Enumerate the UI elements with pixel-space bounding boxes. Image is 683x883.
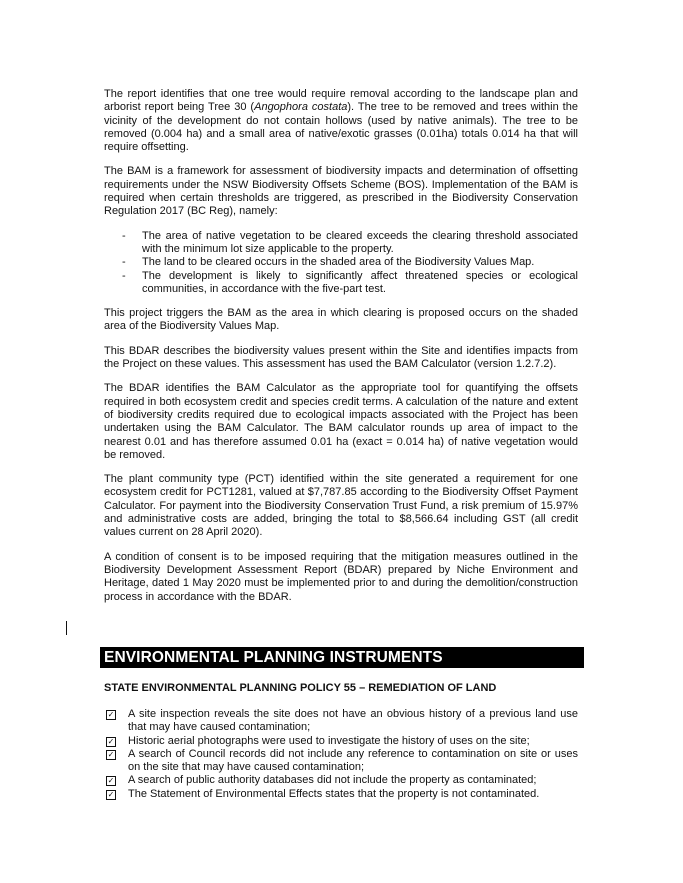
- paragraph-bam-framework: The BAM is a framework for assessment of biodiversity impacts and determination of offsetting requirements under the NSW Biodiversity Offsets Scheme (BOS). Implementation of the BAM is required when certain thresholds are triggered, as prescribed in the Biodiversity Conservation Regulation 2017 (BC Reg), namely:: [104, 165, 578, 218]
- list-item: [104, 270, 578, 297]
- list-item-text: The land to be cleared occurs in the shaded area of the Biodiversity Values Map.: [142, 256, 535, 269]
- checklist: [104, 708, 578, 801]
- checked-box-icon: [106, 776, 116, 786]
- checklist-item-text: A search of Council records did not include any reference to contamination on site or uses on the site that may have caused contamination;: [128, 747, 578, 774]
- list-item-text: The development is likely to significantly affect threatened species or ecological communities, in accordance with the five-part test.: [142, 269, 578, 295]
- checklist-item: [104, 735, 578, 748]
- paragraph-text: ). The tree to be removed and trees within the vicinity of the development do not contain hollows (used by native animals). The tree to be removed (0.004 ha) and a small area of native/exotic grasses (0.01ha) totals 0.014 ha that will require offsetting.: [104, 101, 578, 154]
- checked-box-icon: [106, 790, 116, 800]
- list-item: [104, 230, 578, 257]
- paragraph-bam-trigger: This project triggers the BAM as the area in which clearing is proposed occurs on the shaded area of the Biodiversity Values Map.: [104, 307, 578, 333]
- threshold-list: [104, 230, 578, 296]
- list-item: [104, 256, 578, 269]
- body-text: [104, 88, 578, 615]
- checklist-item: [104, 748, 578, 775]
- checklist-item-text: The Statement of Environmental Effects states that the property is not contaminated.: [128, 787, 540, 800]
- subsection-heading: STATE ENVIRONMENTAL PLANNING POLICY 55 – REMEDIATION OF LAND: [104, 682, 497, 694]
- paragraph-bdar-description: This BDAR describes the biodiversity values present within the Site and identifies impacts from the Project on these values. This assessment has used the BAM Calculator (version 1.2.7.2).: [104, 344, 578, 371]
- species-name: Angophora costata: [254, 101, 348, 114]
- dash-bullet: -: [122, 256, 126, 269]
- checklist-item-text: Historic aerial photographs were used to investigate the history of uses on the site;: [128, 734, 530, 747]
- paragraph-credit-value: The plant community type (PCT) identified within the site generated a requirement for one ecosystem credit for PCT1281, valued at $7,787.85 according to the Biodiversity Offset Payment Calculator. For payment into the Biodiversity Conservation Trust Fund, a risk premium of 15.97% and administrative costs are added, bringing the total to $8,566.64 including GST (all credit values current on 28 April 2020).: [104, 473, 578, 539]
- paragraph-consent-condition: A condition of consent is to be imposed requiring that the mitigation measures outlined in the Biodiversity Development Assessment Report (BDAR) prepared by Niche Environment and Heritage, dated 1 May 2020 must be implemented prior to and during the demolition/construction process in accordance with the BDAR.: [104, 550, 578, 603]
- checklist-item-text: A search of public authority databases did not include the property as contaminated;: [128, 774, 537, 787]
- paragraph-bam-calculator: The BDAR identifies the BAM Calculator as the appropriate tool for quantifying the offsets required in both ecosystem credit and species credit terms. A calculation of the nature and extent of biodiversity credits required due to ecological impacts associated with the Project has been undertaken using the BAM Calculator. The BAM calculator rounds up area of impact to the nearest 0.01 and has therefore assumed 0.01 ha (exact = 0.014 ha) of native vegetation would be removed.: [104, 382, 578, 461]
- paragraph-tree-removal: [104, 88, 578, 154]
- checklist-item: [104, 788, 578, 801]
- dash-bullet: -: [122, 229, 126, 242]
- dash-bullet: -: [122, 269, 126, 282]
- checked-box-icon: [106, 737, 116, 747]
- revision-bar: [66, 621, 67, 635]
- checked-box-icon: [106, 710, 116, 720]
- section-heading: ENVIRONMENTAL PLANNING INSTRUMENTS: [100, 647, 584, 668]
- checklist-item-text: A site inspection reveals the site does not have an obvious history of a previous land use that may have caused contamination;: [128, 708, 578, 734]
- checklist-item: [104, 708, 578, 735]
- checked-box-icon: [106, 750, 116, 760]
- paragraph-text: The report identifies that one tree would require removal according to the landscape plan and arborist report being Tree 30 (: [104, 88, 578, 114]
- checklist-item: [104, 774, 578, 787]
- list-item-text: The area of native vegetation to be cleared exceeds the clearing threshold associated with the minimum lot size applicable to the property.: [142, 229, 578, 255]
